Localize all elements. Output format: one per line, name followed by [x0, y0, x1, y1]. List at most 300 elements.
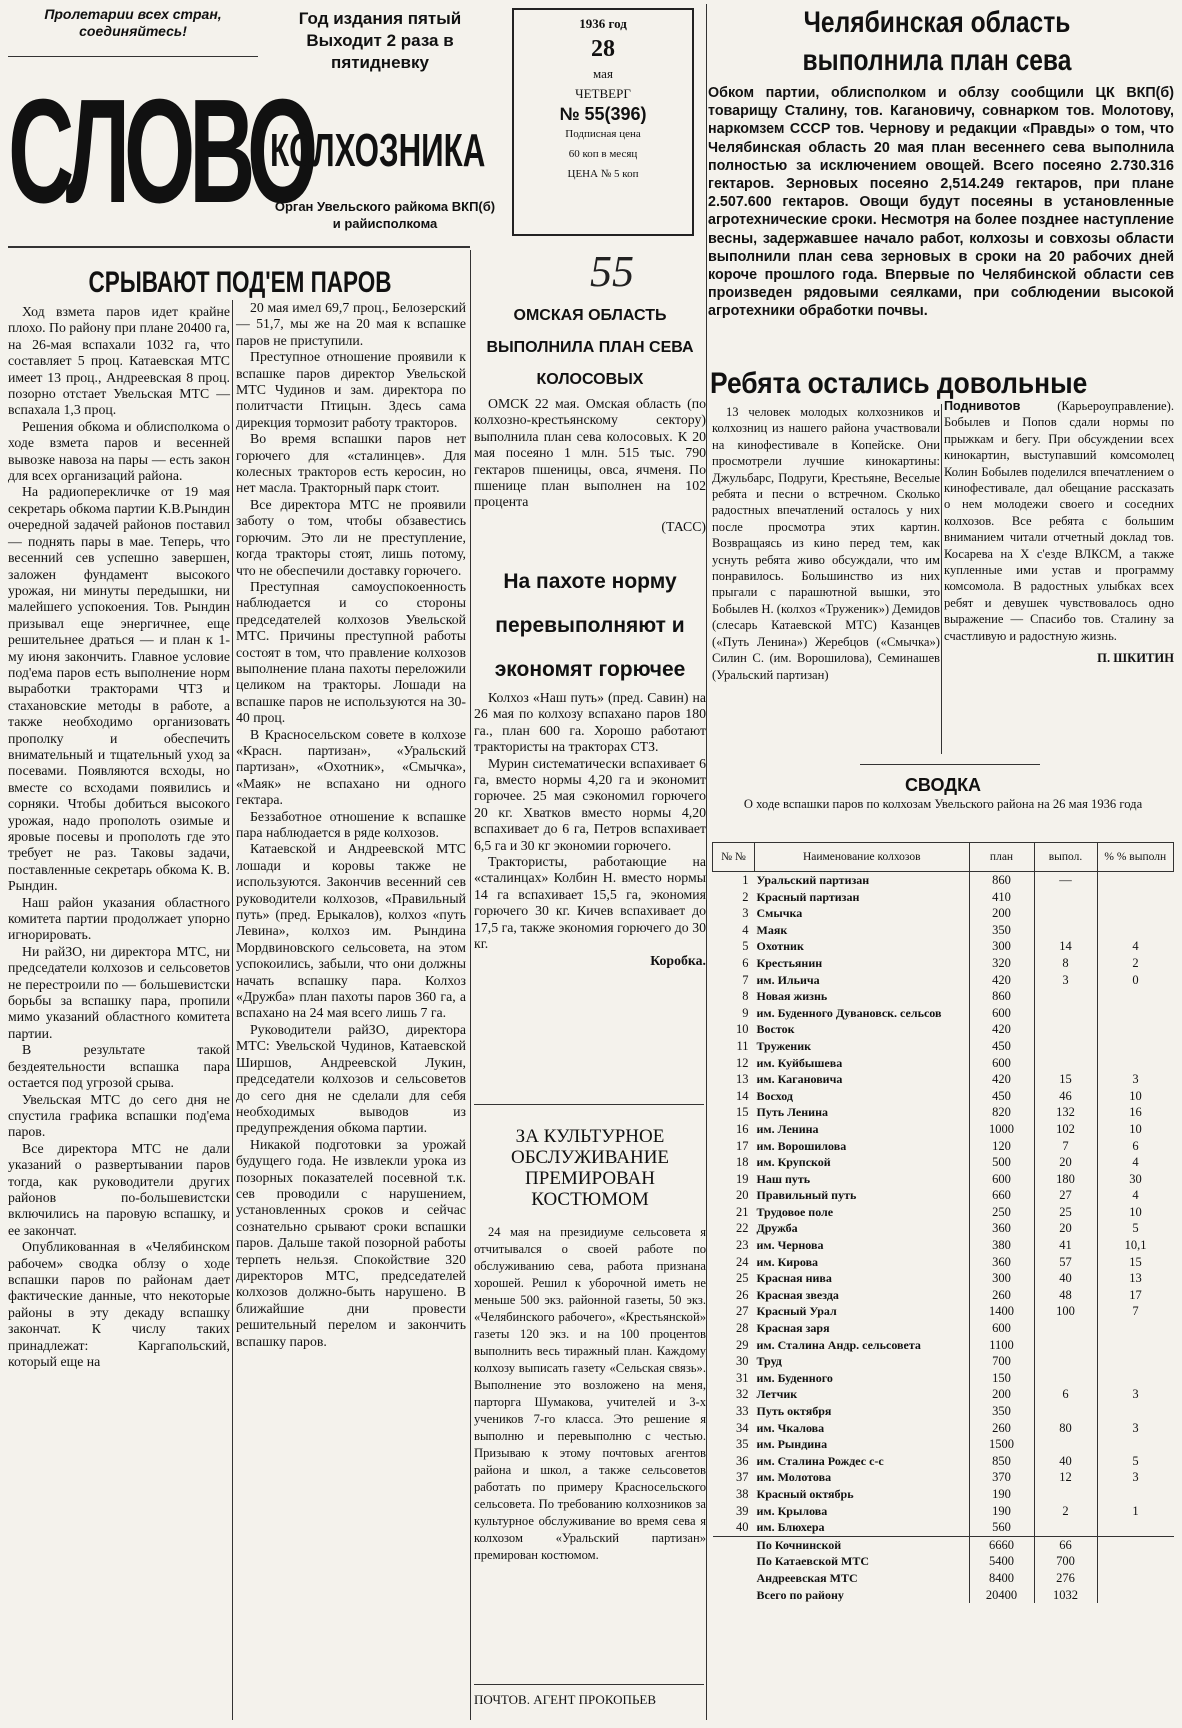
cell-name: им. Чернова — [756, 1238, 824, 1253]
cell-name: Путь октября — [756, 1404, 832, 1418]
cell-plan: 260 — [969, 1420, 1034, 1437]
cell-done: 80 — [1034, 1420, 1097, 1437]
paragraph: Все директора МТС не проявили заботу о том, чтобы обзавестись горючим. Это ли не преступление, когда тракторы стоят, лишь потому, что не обеспечили доставку горючего. — [236, 496, 466, 578]
cell-plan: 860 — [969, 872, 1034, 889]
cell-plan: 600 — [969, 1055, 1034, 1072]
cell-pct: 3 — [1097, 1386, 1174, 1403]
paragraph: 13 человек молодых колхозников и колхозниц из нашего района участвовали на кинофестивале в Копейске. Они просмотрели лучшие кинокартины: Джульбарс, Подруги, Крестьяне, Веселые ребята и песни о встречном. Сколько радостных впечатлений осталось у них после просмотра этих картин. Возвращаясь из кино перед тем, как уснуть ребята живо обсуждали, что им понравилось. Большинство из них прыгали с парашютной вышки, это Бобылев Н. (колхоз «Труженик») Демидов (слесарь Катаевской МТС) Казанцев («Путь Ленина») Жеребцов («Смычка») Силин С. (им. Ворошилова), Семинашев (Уральский партизан) — [712, 405, 940, 682]
cell-name: Трудовое поле — [756, 1204, 834, 1219]
table-row — [713, 1337, 1174, 1354]
cell-name: им. Буденного — [756, 1370, 833, 1385]
cell-num: 5 — [742, 939, 749, 954]
table-row — [713, 1453, 1174, 1470]
cell-done: 20 — [1034, 1154, 1097, 1171]
cell-plan: 700 — [969, 1353, 1034, 1370]
cell-plan: 370 — [969, 1469, 1034, 1486]
col-header-plan: план — [969, 843, 1034, 872]
cell-name: По Кочнинской — [755, 1536, 970, 1553]
cell-done: 700 — [1034, 1553, 1097, 1570]
cell-num: 17 — [736, 1138, 749, 1153]
cell-plan: 1400 — [969, 1303, 1034, 1320]
cell-pct: 4 — [1097, 938, 1174, 955]
total-row — [713, 1570, 1174, 1587]
cell-plan: 8400 — [969, 1570, 1034, 1587]
svodka-header — [712, 774, 1174, 838]
cell-done — [1034, 1486, 1097, 1503]
cell-done: 1032 — [1034, 1587, 1097, 1604]
cell-name: Летчик — [756, 1387, 798, 1402]
cell-num: 22 — [736, 1221, 749, 1236]
lead-body: Обком партии, облисполком и облзу сообщили ЦК ВКП(б) товарищу Сталину, тов. Кагановичу, совнарком тов. Молотову, наркомзем СССР тов. Чернову и редакции «Правды» о том, что Челябинская область 20 мая план весеннего сева выполнила полностью за исключением овощей. Всего посеяно 2.730.316 гектаров. Зерновых посеяно 2,514.249 гектаров, при плане 2.507.600 гектаров. Овощи будут посеяны в установленные агротехнические сроки. Несмотря на более позднее наступление весны, задержавшее начало работ, колхозы и совхозы области выполнили план сева зерновых в сроки на 20 рабочих дней короче прошлого года. Впервые по Челябинской области сев произведен рядовыми сеялками, при соблюдении высокой агротехники обработки почвы. — [708, 85, 1174, 320]
cell-name: им. Блюхера — [756, 1520, 825, 1535]
paragraph: Увельская МТС до сего дня не спустила графика вспашки под'ема паров. — [8, 1091, 230, 1140]
cell-name: Правильный путь — [756, 1188, 857, 1203]
cell-pct: 10 — [1097, 1088, 1174, 1105]
cell-plan: 150 — [969, 1370, 1034, 1387]
cell-num — [713, 1587, 755, 1604]
cell-done: 8 — [1034, 955, 1097, 972]
masthead-slogan: Пролетарии всех стран, соединяйтесь! — [8, 6, 258, 57]
cell-done: 180 — [1034, 1171, 1097, 1188]
cell-name: им. Чкалова — [756, 1420, 825, 1435]
rebyata-sign: П. ШКИТИН — [1097, 651, 1174, 666]
cell-name: Красная заря — [756, 1321, 830, 1336]
cell-done — [1034, 922, 1097, 939]
cell-num: 7 — [742, 972, 749, 987]
table-row — [713, 1187, 1174, 1204]
cell-pct — [1097, 1570, 1174, 1587]
cell-plan: 410 — [969, 889, 1034, 906]
cell-pct: 3 — [1097, 1071, 1174, 1088]
rebyata-column-2 — [944, 398, 1174, 754]
cell-name: им. Ленина — [756, 1121, 819, 1136]
cell-name: Новая жизнь — [756, 989, 828, 1004]
cell-plan: 380 — [969, 1237, 1034, 1254]
table-row — [713, 905, 1174, 922]
svodka-title: СВОДКА — [904, 775, 982, 795]
cell-done: 27 — [1034, 1187, 1097, 1204]
cell-plan: 660 — [969, 1187, 1034, 1204]
table-row — [713, 1503, 1174, 1520]
rebyata-lead-name: Поднивотов — [944, 399, 1021, 413]
cell-name: Всего по району — [756, 1587, 844, 1602]
omsk-headline: ОМСКАЯ ОБЛАСТЬ ВЫПОЛНИЛА ПЛАН СЕВА КОЛОСОВЫХ — [486, 307, 694, 388]
cell-num: 1 — [742, 873, 749, 887]
column-rule — [470, 250, 471, 1720]
cell-name: им. Молотова — [756, 1470, 832, 1485]
cell-pct: 15 — [1097, 1254, 1174, 1271]
cell-pct — [1097, 988, 1174, 1005]
cell-plan: 350 — [969, 1403, 1034, 1420]
cell-done: 14 — [1034, 938, 1097, 955]
masthead-title-main: СЛОВО — [8, 69, 313, 234]
cell-num: 29 — [736, 1337, 749, 1352]
datebox-sub-label: Подписная цена — [565, 128, 641, 140]
cell-plan: 450 — [969, 1038, 1034, 1055]
cell-pct: 16 — [1097, 1104, 1174, 1121]
cell-num: 35 — [736, 1437, 749, 1452]
cell-num: 8 — [742, 989, 749, 1004]
cell-name: им. Ворошилова — [756, 1138, 847, 1153]
cell-pct — [1097, 1055, 1174, 1072]
cell-plan: 850 — [969, 1453, 1034, 1470]
cell-pct — [1097, 1403, 1174, 1420]
kostum-body — [474, 1224, 706, 1664]
table-row — [713, 1469, 1174, 1486]
cell-pct — [1097, 1486, 1174, 1503]
cell-name: им. Ильича — [756, 972, 820, 987]
cell-pct: 6 — [1097, 1138, 1174, 1155]
omsk-source: (ТАСС) — [661, 518, 706, 534]
cell-done: 132 — [1034, 1104, 1097, 1121]
cell-num: 24 — [736, 1254, 749, 1269]
datebox-issue: № 55(396) — [559, 104, 647, 124]
srivayut-column-1 — [8, 304, 230, 1724]
table-row — [713, 938, 1174, 955]
section-rule — [474, 1684, 704, 1685]
cell-name: Смычка — [756, 906, 803, 921]
cell-pct: 4 — [1097, 1154, 1174, 1171]
cell-num: 20 — [736, 1188, 749, 1203]
cell-done — [1034, 988, 1097, 1005]
datebox-price: ЦЕНА № 5 коп — [567, 168, 639, 180]
table-row — [713, 1303, 1174, 1320]
cell-num: 32 — [736, 1387, 749, 1402]
cell-plan: 300 — [969, 938, 1034, 955]
cell-pct: 0 — [1097, 972, 1174, 989]
svodka-table — [712, 842, 1174, 1603]
cell-name: им. Кирова — [756, 1254, 819, 1269]
cell-done: 40 — [1034, 1270, 1097, 1287]
cell-done: 41 — [1034, 1237, 1097, 1254]
datebox-year: 1936 год — [579, 16, 627, 31]
col-header-num: № № — [713, 843, 755, 872]
col-header-done: выпол. — [1034, 843, 1097, 872]
table-row — [713, 1088, 1174, 1105]
table-row — [713, 972, 1174, 989]
pahote-headline: На пахоте норму перевыполняют и экономят горючее — [494, 570, 686, 681]
table-row — [713, 1021, 1174, 1038]
cell-pct: 2 — [1097, 955, 1174, 972]
table-row — [713, 1420, 1174, 1437]
cell-plan: 600 — [969, 1005, 1034, 1022]
total-row — [713, 1587, 1174, 1604]
cell-pct: 7 — [1097, 1303, 1174, 1320]
cell-num: 16 — [736, 1121, 749, 1136]
cell-num: 9 — [742, 1005, 749, 1020]
cell-pct: 17 — [1097, 1287, 1174, 1304]
cell-pct — [1097, 905, 1174, 922]
cell-pct — [1097, 1038, 1174, 1055]
cell-num — [713, 1570, 755, 1587]
paragraph: Никакой подготовки за урожай будущего года. Не извлекли урока из позорных показателей посевной т.к. сев проводили с нарушением, установленных сроков и сейчас сознательно срывают сроки вспашки паров. Дальше такой позорной работы терпеть нельзя. Спокойствие 320 директоров МТС, председателей колхозов должно-быть нарушено. В ближайшие дни провести решительный перелом и закончить вспашку паров. — [236, 1136, 466, 1349]
cell-pct — [1097, 1021, 1174, 1038]
table-row — [713, 1121, 1174, 1138]
cell-num: 21 — [736, 1204, 749, 1219]
cell-done: 20 — [1034, 1220, 1097, 1237]
total-row — [713, 1553, 1174, 1570]
section-rule — [860, 764, 1040, 765]
cell-done: 46 — [1034, 1088, 1097, 1105]
cell-name: Восход — [756, 1088, 793, 1103]
svodka-subtitle: О ходе вспашки паров по колхозам Увельского района на 26 мая 1936 года — [743, 797, 1143, 811]
cell-name: Восток — [756, 1022, 795, 1037]
masthead-organ: Орган Увельского райкома ВКП(б) и райисполкома — [274, 199, 496, 231]
cell-num: 6 — [742, 955, 749, 970]
cell-plan: 200 — [969, 905, 1034, 922]
cell-done: 66 — [1034, 1536, 1097, 1553]
masthead-year-note: Год издания пятый Выходит 2 раза в пятидневку — [298, 9, 462, 72]
cell-plan: 360 — [969, 1220, 1034, 1237]
cell-done: 102 — [1034, 1121, 1097, 1138]
cell-name: Труд — [756, 1354, 782, 1369]
cell-pct — [1097, 1587, 1174, 1604]
cell-num: 10 — [736, 1022, 749, 1037]
cell-done — [1034, 889, 1097, 906]
table-row — [713, 1486, 1174, 1503]
cell-name: Красный октябрь — [756, 1486, 854, 1501]
cell-name: Охотник — [756, 939, 804, 954]
handwritten-number: 55 — [590, 247, 634, 296]
table-row — [713, 1071, 1174, 1088]
paragraph: Во время вспашки паров нет горючего для «сталинцев». Для колесных тракторов есть керосин, но нет масла. Тракторный парк стоит. — [236, 431, 466, 496]
cell-plan: 860 — [969, 988, 1034, 1005]
table-row — [713, 889, 1174, 906]
cell-num: 40 — [736, 1520, 749, 1535]
paragraph: Все директора МТС не дали указаний о развертывании паров тогда, как руководители других районов по-большевистски включились на паровую вспашку, и ее закончат. — [8, 1140, 230, 1238]
cell-pct: 10,1 — [1097, 1237, 1174, 1254]
cell-pct: 1 — [1097, 1503, 1174, 1520]
cell-num: 38 — [736, 1486, 749, 1501]
cell-pct — [1097, 1370, 1174, 1387]
cell-done — [1034, 1353, 1097, 1370]
cell-pct — [1097, 1337, 1174, 1354]
total-row — [713, 1536, 1174, 1553]
paragraph: Катаевской и Андреевской МТС лошади и коровы также не используются. Закончив весенний сев руководители колхозов, «Правильный путь» (пред. Ерыкалов), колхоз «путь Левина», колхоз им. Рындина Мордвиновского сельсовета, на этом успокоились, забыли, что они должны начать вспашку пара. Колхоз «Дружба» план пахоты паров 360 га, а вспахано на 24 мая всего лишь 7 га. — [236, 841, 466, 1021]
cell-pct — [1097, 1553, 1174, 1570]
cell-num: 39 — [736, 1503, 749, 1518]
table-row — [713, 955, 1174, 972]
paragraph: (Карьероуправление). Бобылев и Попов сдали нормы по прыжкам и бегу. При обсуждении всех кинокартин, выступавший комсомолец Колин Бобылев поделился впечатлением о кинофестивале, дал обещание рассказать о нем молодежи своего и соседних колхозов. Все ребята с большим вниманием читали отчетный доклад тов. Косарева на X с'езде ВЛКСМ, а также купленные ими устав и программу комсомола. В радостных улыбках всех ребят и девушек чувствовалось одно выражение — Спасибо тов. Сталину за счастливую и радостную жизнь. — [944, 399, 1174, 643]
cell-num: 13 — [736, 1072, 749, 1087]
cell-plan: 300 — [969, 1270, 1034, 1287]
cell-name: им. Кагановича — [756, 1072, 843, 1087]
cell-name: Красный Урал — [756, 1304, 837, 1319]
paragraph: Беззаботное отношение к вспашке пара наблюдается в ряде колхозов. — [236, 808, 466, 840]
section-rule — [474, 1104, 704, 1105]
cell-name: им. Крылова — [756, 1503, 828, 1518]
table-row — [713, 1104, 1174, 1121]
col-header-name: Наименование колхозов — [755, 843, 970, 872]
cell-num: 27 — [736, 1304, 749, 1319]
cell-name: Красная нива — [756, 1271, 832, 1286]
paragraph: Наш район указания областного комитета партии продолжает упорно игнорировать. — [8, 894, 230, 943]
table-row — [713, 1353, 1174, 1370]
table-row — [713, 1386, 1174, 1403]
cell-pct: 30 — [1097, 1171, 1174, 1188]
cell-num — [713, 1536, 755, 1553]
cell-pct — [1097, 922, 1174, 939]
cell-name: им. Сталина Рождес с-с — [756, 1453, 884, 1468]
cell-plan: 600 — [969, 1171, 1034, 1188]
cell-pct — [1097, 872, 1174, 889]
cell-done — [1034, 1403, 1097, 1420]
cell-pct: 10 — [1097, 1121, 1174, 1138]
datebox-month: мая — [593, 66, 613, 81]
cell-num: 11 — [736, 1038, 749, 1053]
cell-done — [1034, 1055, 1097, 1072]
cell-plan: 420 — [969, 972, 1034, 989]
cell-plan: 600 — [969, 1320, 1034, 1337]
paragraph: Опубликованная в «Челябинском рабочем» сводка облзу о ходе вспашки паров по районам дает фактические данные, что некоторые районы в эту декаду вспашку закончат. К числу таких принадлежат: Каргапольский, который еще на — [8, 1239, 230, 1369]
cell-done — [1034, 1038, 1097, 1055]
paragraph: Ход взмета паров идет крайне плохо. По району при плане 20400 га, на 26-мая вспахали 1032 га, что составляет 5 проц. Катаевская МТС имеет 13 проц., Андреевская 8 проц. позорно отстает Увельская МТС — вспахала 1,3 проц. — [8, 304, 230, 418]
cell-name: им. Рындина — [756, 1437, 828, 1452]
cell-name: Дружба — [756, 1221, 798, 1236]
column-rule — [232, 300, 233, 1720]
cell-pct — [1097, 1536, 1174, 1553]
cell-done: — — [1034, 872, 1097, 889]
cell-pct — [1097, 1519, 1174, 1536]
table-row — [713, 1138, 1174, 1155]
cell-num: 25 — [736, 1271, 749, 1286]
table-row — [713, 1237, 1174, 1254]
table-row — [713, 1270, 1174, 1287]
paragraph: 20 мая имел 69,7 проц., Белозерский — 51,7, мы же на 20 мая к вспашке паров не приступили. — [236, 300, 466, 348]
paragraph: ОМСК 22 мая. Омская область (по колхозно-крестьянскому сектору) выполнила план сева колосовых. К 20 мая посеяно 1 млн. 515 тыс. 790 гектаров пшеницы, овса, ячменя. По пшенице план выполнен на 102 процента — [474, 396, 706, 510]
cell-done — [1034, 1370, 1097, 1387]
cell-done: 2 — [1034, 1503, 1097, 1520]
cell-name: Красная звезда — [756, 1287, 839, 1302]
column-rule — [706, 4, 707, 1720]
cell-plan: 260 — [969, 1287, 1034, 1304]
datebox — [512, 8, 694, 236]
cell-plan: 200 — [969, 1386, 1034, 1403]
masthead-title-second: КОЛХОЗНИКА — [270, 124, 486, 176]
cell-done — [1034, 1005, 1097, 1022]
paragraph: Колхоз «Наш путь» (пред. Савин) на 26 мая по колхозу вспахано паров 180 га., план 600 га. Хорошо работают трактористы на тракторах СТЗ. — [474, 690, 706, 755]
table-row — [713, 1038, 1174, 1055]
cell-plan: 420 — [969, 1021, 1034, 1038]
cell-pct — [1097, 1005, 1174, 1022]
cell-plan: 560 — [969, 1519, 1034, 1536]
cell-name: им. Буденного Дувановск. сельсов — [756, 1005, 942, 1020]
datebox-weekday: ЧЕТВЕРГ — [575, 86, 631, 101]
paragraph: Преступная самоуспокоенность наблюдается и со стороны председателей колхозов Увельской МТС. Причины преступной работы состоят в том, что правление колхозов выполнение плана пахоты переложили целиком на тракторы. Лошади на вспашке паров не используются на 30-40 проц. — [236, 578, 466, 726]
table-row — [713, 922, 1174, 939]
cell-name: Андреевская МТС — [756, 1570, 858, 1585]
table-row — [713, 988, 1174, 1005]
cell-plan: 820 — [969, 1104, 1034, 1121]
cell-plan: 450 — [969, 1088, 1034, 1105]
cell-plan: 420 — [969, 1071, 1034, 1088]
pahote-sign: Коробка. — [650, 952, 706, 968]
column-rule — [941, 404, 942, 754]
paragraph: На радиоперекличке от 19 мая секретарь обкома партии К.В.Рындин очередной задачей районов поставил — поднять пары в мае. Теперь, что весенний сев успешно завершен, заложен фундамент высокого урожая, ни минуты передышки, ни малейшего успокоения. Тов. Рындин призывал еще энергичнее, еще решительнее драться — и план к 1-му июня закончить. Главное условие под'ема паров есть выполнение норм выработки тракторами ЧТЗ и стахановские методы в работе, а также необходимо организовать прополку и обеспечить внимательный и тщательный уход за посевами. Появляются всходы, но вместе со всходами появились и сорняки. Чтобы добиться высокого урожая, надо прополоть озимые и яровые посевы и прополоть где это требует не раз. Таковы задачи, поставленные секретарь обкома К. В. Рындин. — [8, 484, 230, 894]
cell-pct — [1097, 889, 1174, 906]
svodka-rows — [713, 872, 1174, 1604]
paragraph: Ни райЗО, ни директора МТС, ни председатели колхозов и сельсоветов не перестроили по — большевистски борьбы за вспашку пара, пропили мимо указаний областного комитета партии. — [8, 943, 230, 1041]
cell-num: 23 — [736, 1238, 749, 1253]
cell-num: 36 — [736, 1453, 749, 1468]
cell-pct: 5 — [1097, 1220, 1174, 1237]
cell-num — [713, 1553, 755, 1570]
rebyata-headline: Ребята остались довольные — [710, 367, 1088, 400]
cell-done: 12 — [1034, 1469, 1097, 1486]
cell-done: 48 — [1034, 1287, 1097, 1304]
cell-done: 57 — [1034, 1254, 1097, 1271]
table-row — [713, 1005, 1174, 1022]
col-header-pct: % % выполн — [1097, 843, 1174, 872]
cell-name: им. Крупской — [756, 1155, 831, 1170]
cell-done: 25 — [1034, 1204, 1097, 1221]
cell-plan: 5400 — [969, 1553, 1034, 1570]
cell-pct: 3 — [1097, 1420, 1174, 1437]
svodka-table-wrap — [712, 842, 1174, 1712]
cell-pct: 4 — [1097, 1187, 1174, 1204]
cell-pct — [1097, 1353, 1174, 1370]
cell-done — [1034, 1021, 1097, 1038]
table-row — [713, 1403, 1174, 1420]
cell-num: 33 — [736, 1404, 749, 1418]
cell-num: 4 — [742, 922, 749, 937]
cell-plan: 20400 — [969, 1587, 1034, 1604]
table-row — [713, 1204, 1174, 1221]
kostum-headline: ЗА КУЛЬТУРНОЕ ОБСЛУЖИВАНИЕ ПРЕМИРОВАН КОСТЮМОМ — [510, 1126, 670, 1210]
cell-plan: 1500 — [969, 1436, 1034, 1453]
cell-name: Крестьянин — [756, 955, 823, 970]
cell-plan: 190 — [969, 1486, 1034, 1503]
table-row — [713, 1254, 1174, 1271]
cell-num: 30 — [736, 1354, 749, 1369]
cell-done — [1034, 1337, 1097, 1354]
cell-pct — [1097, 1320, 1174, 1337]
paragraph: Преступное отношение проявили к вспашке паров директор Увельской МТС Чудинов и зам. директора по политчасти Птицын. Здесь сама дирекция тормозит работу тракторов. — [236, 349, 466, 430]
cell-plan: 350 — [969, 922, 1034, 939]
cell-done — [1034, 1436, 1097, 1453]
cell-pct: 3 — [1097, 1469, 1174, 1486]
srivayut-column-2 — [236, 300, 466, 1724]
table-row — [713, 1287, 1174, 1304]
cell-done — [1034, 1519, 1097, 1536]
datebox-day: 28 — [591, 36, 615, 62]
cell-num: 3 — [742, 906, 749, 921]
cell-num: 14 — [736, 1088, 749, 1103]
table-row — [713, 1154, 1174, 1171]
cell-name: Путь Ленина — [756, 1105, 829, 1120]
cell-num: 12 — [736, 1055, 749, 1070]
paragraph: Мурин систематически вспахивает 6 га, вместо нормы 4,20 га и экономит горючее. 25 мая сэкономил горючего 20 кг. Хватков вместо нормы 4,20 вспахивает до 6 га, Петров вспахивает 6,5 га и 30 кг экономии горючего. — [474, 755, 706, 853]
cell-done — [1034, 905, 1097, 922]
cell-plan: 320 — [969, 955, 1034, 972]
rebyata-column-1 — [712, 404, 940, 754]
cell-plan: 360 — [969, 1254, 1034, 1271]
lead-headline: Челябинская область выполнила план сева — [802, 6, 1072, 77]
paragraph: В результате такой бездеятельности вспашка пара остается под угрозой срыва. — [8, 1042, 230, 1091]
cell-name: Маяк — [756, 922, 788, 937]
cell-done: 3 — [1034, 972, 1097, 989]
cell-num: 37 — [736, 1470, 749, 1485]
cell-num: 34 — [736, 1420, 749, 1435]
cell-done: 276 — [1034, 1570, 1097, 1587]
cell-done: 7 — [1034, 1138, 1097, 1155]
table-row — [713, 1220, 1174, 1237]
cell-num: 15 — [736, 1105, 749, 1120]
cell-plan: 6660 — [969, 1536, 1034, 1553]
cell-pct: 10 — [1097, 1204, 1174, 1221]
table-row — [713, 872, 1174, 889]
table-row — [713, 1171, 1174, 1188]
